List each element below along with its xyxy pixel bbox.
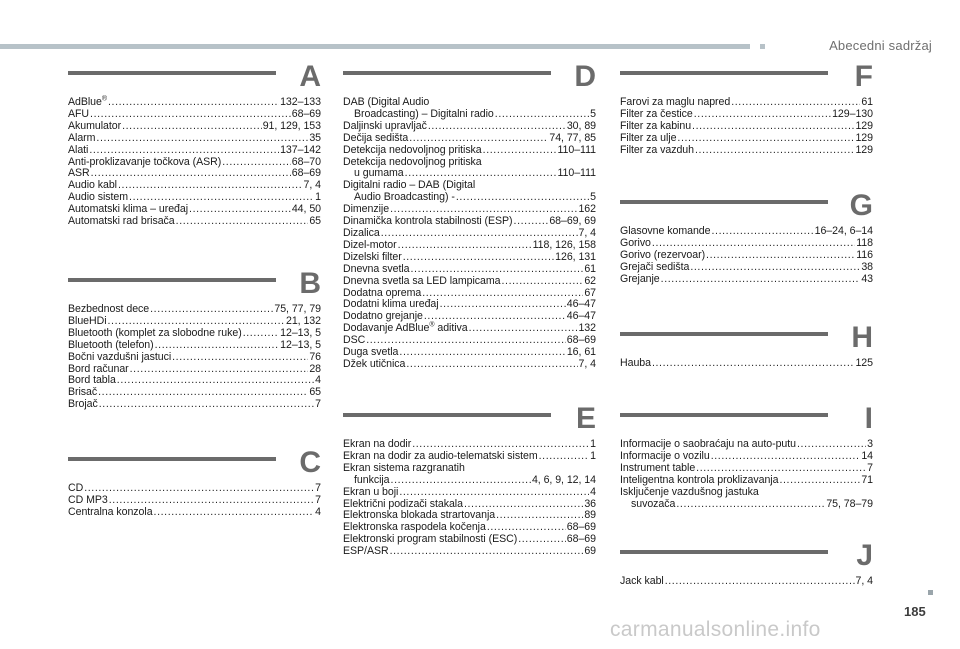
index-entry-list [68, 304, 321, 411]
index-entry [620, 358, 873, 370]
dot-leader [469, 323, 578, 335]
index-entry-term-text: Duga svetla [343, 346, 399, 359]
index-entry-term-text: Dodatni klima uređaj [343, 298, 439, 311]
index-entry [68, 375, 321, 387]
dot-leader [676, 499, 825, 511]
dot-leader [694, 109, 831, 121]
section-letter: J [856, 539, 873, 572]
index-entry-term-text: u gumama [354, 167, 404, 180]
index-entry-term-text: Dnevna svetla sa LED lampicama [343, 274, 501, 287]
section-rule [68, 71, 276, 75]
index-entry-term-text: Bočni vazdušni jastuci [68, 350, 172, 363]
dot-leader [390, 546, 584, 558]
index-entry-term-text: CD MP3 [68, 493, 108, 506]
dot-leader [661, 274, 861, 286]
index-section-b [68, 267, 321, 411]
index-entry-term-text: Gorivo (rezervoar) [620, 248, 706, 261]
section-heading [620, 539, 873, 576]
index-entry-page[interactable]: 7 [315, 493, 321, 506]
index-entry-page[interactable]: 65 [309, 215, 321, 228]
index-entry-term [620, 499, 675, 511]
index-entry-page[interactable]: 4 [315, 505, 321, 518]
index-entry-term-text: Električni podizači stakala [343, 497, 463, 510]
index-entry-term-text: Farovi za maglu napred [620, 96, 731, 108]
registered-mark: ® [429, 321, 435, 329]
index-entry-page[interactable]: 38 [861, 260, 873, 273]
index-entry-page[interactable]: 68–69 [291, 167, 321, 180]
index-entry-term-text: Dodatno grejanje [343, 310, 423, 323]
dot-leader [154, 507, 315, 519]
section-letter: C [299, 446, 321, 479]
index-entry-term-text: Detekcija nedovoljnog pritiska [343, 155, 482, 168]
index-section-g [620, 189, 873, 286]
index-entry-term-text: Dimenzije [343, 203, 390, 216]
index-entry-term-text: Akumulator [68, 119, 122, 132]
index-entry-page[interactable]: 43 [861, 272, 873, 285]
index-entry-term [620, 576, 664, 588]
index-entry-page[interactable]: 36 [584, 497, 596, 510]
index-entry-page[interactable]: 7 [315, 482, 321, 494]
index-entry-list [620, 576, 873, 588]
index-entry-page[interactable]: 3 [867, 438, 873, 450]
index-entry-term [343, 179, 475, 191]
index-entry-page[interactable]: 71 [861, 473, 873, 486]
header-rule [0, 44, 750, 49]
index-entry-term-text: Dnevna svetla [343, 262, 410, 275]
index-entry-term-text: Filter za vazduh [620, 143, 694, 156]
section-heading [343, 402, 596, 439]
index-entry-page[interactable]: 116 [856, 248, 873, 261]
index-entry [68, 157, 321, 169]
index-entry-page[interactable]: 125 [855, 357, 873, 369]
index-entry-term-text: BlueHDi [68, 314, 107, 327]
index-entry-list [620, 97, 873, 157]
dot-leader [99, 399, 314, 411]
index-entry-term-text: Alarm [68, 131, 96, 144]
index-entry-page[interactable]: 129 [855, 143, 873, 156]
index-entry-list [343, 439, 596, 558]
index-entry-page[interactable]: 4, 6, 9, 12, 14 [531, 473, 596, 486]
index-entry [68, 399, 321, 411]
index-entry-term-text: Audio kabl [68, 179, 117, 192]
index-entry-term-text: Detekcija nedovoljnog pritiska [343, 143, 482, 156]
index-entry-page[interactable]: 4 [590, 485, 596, 498]
index-entry-page[interactable]: 12–13, 5 [280, 338, 321, 351]
dot-leader [150, 304, 273, 316]
index-entry-term-text: Centralna konzola [68, 505, 153, 518]
index-entry-term-text: CD [68, 482, 84, 494]
index-entry-term-text: AdBlue [68, 96, 102, 108]
registered-mark: ® [101, 95, 107, 103]
index-entry-page[interactable]: 129 [855, 119, 873, 132]
section-rule [343, 413, 551, 417]
dot-leader [118, 180, 303, 192]
index-entry [68, 121, 321, 133]
section-rule [620, 332, 828, 336]
dot-leader [399, 347, 565, 359]
index-entry-term-text: Gorivo [620, 236, 651, 249]
index-entry-term [343, 156, 482, 168]
index-entry-term-text: Bezbednost dece [68, 303, 150, 315]
index-entry-page[interactable]: 46–47 [566, 310, 596, 323]
index-entry-page[interactable]: 28 [309, 362, 321, 375]
dot-leader [440, 299, 566, 311]
index-entry-term-text: Ekran na dodir za audio-telematski sistem [343, 449, 538, 462]
index-entry-term-text: suvozača [631, 497, 676, 510]
dot-leader [406, 359, 577, 371]
index-section-j [620, 539, 873, 588]
section-rule [68, 278, 276, 282]
index-entry-term [620, 274, 660, 286]
dot-leader [514, 216, 549, 228]
index-entry-page[interactable]: 110–111 [557, 143, 596, 156]
index-entry-term-text: funkcija [354, 473, 390, 486]
index-entry-term-text: Alati [68, 143, 89, 156]
section-heading [620, 189, 873, 226]
dot-leader [690, 262, 860, 274]
index-entry-term-text: Digitalni radio – DAB (Digital [343, 179, 476, 192]
index-entry-term [620, 358, 651, 370]
index-entry-page[interactable]: 65 [309, 386, 321, 399]
index-entry-term-text: Dizel-motor [343, 238, 397, 251]
index-entry-page[interactable]: 75, 77, 79 [274, 303, 321, 315]
index-entry-term-text: Automatski klima – uređaj [68, 203, 189, 216]
index-entry-term-text: DAB (Digital Audio [343, 96, 430, 108]
index-entry [343, 323, 596, 335]
section-letter: B [299, 267, 321, 300]
index-entry-term [343, 359, 405, 371]
index-entry-page[interactable]: 132–133 [280, 96, 321, 108]
index-entry-term [68, 507, 153, 519]
index-entry-page[interactable]: 68–70 [291, 155, 321, 168]
index-entry-page[interactable]: 7, 4 [578, 357, 596, 370]
index-entry-term-text: Elektronska raspodela kočenja [343, 521, 486, 534]
index-section-a [68, 60, 321, 228]
dot-leader [422, 288, 583, 300]
dot-leader [96, 133, 308, 145]
index-entry-page[interactable]: 1 [590, 449, 596, 462]
header-rule-dot [760, 44, 765, 49]
index-section-f [620, 60, 873, 157]
index-entry-term-text: Dinamička kontrola stabilnosti (ESP) [343, 215, 513, 228]
dot-leader [91, 168, 291, 180]
section-heading [68, 446, 321, 483]
dot-leader [130, 364, 309, 376]
index-entry-term-text: Filter za čestice [620, 107, 693, 120]
page-marker-square [928, 590, 933, 595]
index-entry-term [68, 157, 221, 169]
dot-leader [391, 475, 531, 487]
index-entry [68, 216, 321, 228]
dot-leader [428, 121, 566, 133]
dot-leader [483, 145, 557, 157]
dot-leader [797, 439, 866, 451]
index-entry-term-text: Ekran na dodir [343, 438, 412, 450]
dot-leader [189, 204, 291, 216]
index-entry-page[interactable]: 7, 4 [578, 226, 596, 239]
index-entry-list [68, 483, 321, 519]
index-entry-page[interactable]: 110–111 [557, 167, 596, 180]
index-entry-list [620, 439, 873, 510]
index-entry-page[interactable]: 35 [309, 131, 321, 144]
index-entry-term-text: Automatski rad brisača [68, 215, 175, 228]
section-letter: G [849, 189, 873, 222]
index-entry-page[interactable]: 67 [584, 286, 596, 299]
dot-leader [172, 352, 308, 364]
section-rule [68, 457, 276, 461]
index-entry-term [620, 486, 759, 498]
index-entry-page[interactable]: 7 [315, 398, 321, 411]
section-rule [620, 413, 828, 417]
index-entry [343, 216, 596, 228]
dot-leader [176, 216, 309, 228]
index-entry-term-text: Elektronska blokada strartovanja [343, 509, 496, 522]
index-entry-term-text: ESP/ASR [343, 545, 389, 558]
index-entry-term-text: Dodavanje AdBlue [343, 322, 430, 335]
index-entry-page[interactable]: 30, 89 [566, 119, 596, 132]
index-entry [620, 274, 873, 286]
dot-leader [155, 340, 280, 352]
index-entry-page[interactable]: 61 [584, 262, 596, 275]
dot-leader [692, 121, 854, 133]
index-entry-page[interactable]: 1 [590, 438, 596, 450]
index-entry-list [620, 358, 873, 370]
index-section-h [620, 321, 873, 370]
page-header-title: Abecedni sadržaj [829, 38, 932, 53]
index-entry-page[interactable]: 16–24, 6–14 [814, 225, 873, 237]
index-entry-page[interactable]: 62 [584, 274, 596, 287]
index-entry-term-text: Dizelski filter [343, 250, 402, 263]
dot-leader [665, 576, 855, 588]
index-entry-page[interactable]: 129–130 [832, 107, 873, 120]
section-letter: D [574, 60, 596, 93]
index-entry [620, 145, 873, 157]
index-entry-page[interactable]: 12–13, 5 [280, 326, 321, 339]
dot-leader [108, 97, 279, 109]
index-entry [343, 359, 596, 371]
index-entry-page[interactable]: 7, 4 [855, 575, 873, 587]
dot-leader [222, 157, 291, 169]
index-entry-page[interactable]: 68–69 [291, 107, 321, 120]
index-section-e [343, 402, 596, 558]
section-rule [620, 550, 828, 554]
index-entry-term-text: Brisač [68, 386, 98, 399]
index-entry-term-text: Ekran sistema razgranatih [343, 461, 465, 474]
index-entry-term-text: ASR [68, 167, 90, 180]
index-entry-term-text: Isključenje vazdušnog jastuka [620, 485, 759, 498]
index-entry-list [343, 97, 596, 371]
section-rule [620, 200, 828, 204]
index-entry-term [343, 462, 465, 474]
dot-leader [122, 121, 262, 133]
index-entry-term-text: Brojač [68, 398, 98, 411]
index-entry-term-text: Dizalica [343, 226, 380, 239]
index-entry-term-text: Informacije o saobraćaju na auto-putu [620, 438, 796, 450]
index-entry-term-text: Bord tabla [68, 374, 116, 387]
section-heading [68, 60, 321, 97]
dot-leader [677, 133, 854, 145]
index-section-c [68, 446, 321, 519]
index-entry-page[interactable]: 89 [584, 509, 596, 522]
dot-leader [711, 451, 861, 463]
index-entry-term-text: Filter za kabinu [620, 119, 692, 132]
dot-leader [695, 145, 854, 157]
index-entry-term-text: Filter za ulje [620, 131, 677, 144]
index-entry-term [68, 216, 175, 228]
index-section-d [343, 60, 596, 371]
index-entry-page[interactable]: 7 [867, 461, 873, 474]
index-entry-term-suffix: aditiva [434, 322, 468, 335]
dot-leader [652, 358, 855, 370]
dot-leader [779, 475, 860, 487]
index-entry-page[interactable]: 1 [315, 191, 321, 204]
section-letter: A [299, 60, 321, 93]
index-entry-page[interactable]: 21, 132 [286, 314, 321, 327]
section-letter: H [851, 321, 873, 354]
index-entry [620, 226, 873, 238]
watermark-text: carmanualsonline.info [610, 618, 821, 641]
section-heading [620, 321, 873, 358]
index-entry-page[interactable]: 16, 61 [566, 346, 596, 359]
index-entry-term-text: Informacije o vozilu [620, 449, 710, 462]
section-heading [620, 402, 873, 439]
index-entry-page[interactable]: 44, 50 [291, 203, 321, 216]
index-entry-page[interactable]: 129 [855, 131, 873, 144]
index-entry-page[interactable]: 14 [861, 449, 873, 462]
index-entry-term-text: Elektronski program stabilnosti (ESC) [343, 533, 518, 546]
index-entry-term-text: Ekran u boji [343, 485, 399, 498]
index-entry-list [68, 97, 321, 228]
index-entry-page[interactable]: 5 [590, 107, 596, 120]
index-entry-term-text: Daljinski upravljač [343, 119, 427, 132]
section-rule [343, 71, 551, 75]
section-heading [68, 267, 321, 304]
index-entry-page[interactable]: 118 [856, 236, 873, 249]
index-entry-page[interactable]: 75, 78–79 [826, 497, 873, 510]
section-heading [343, 60, 596, 97]
index-entry-page[interactable]: 126, 131 [555, 250, 596, 263]
index-entry-term [343, 546, 389, 558]
dot-leader [518, 534, 566, 546]
index-entry-term-text: Dodatna oprema [343, 286, 422, 299]
index-entry-term-text: Anti-proklizavanje točkova (ASR) [68, 155, 222, 168]
index-entry-term-text: Jack kabl [620, 575, 664, 587]
index-entry-page[interactable]: 69 [584, 545, 596, 558]
dot-leader [706, 250, 855, 262]
index-entry-page[interactable]: 68–69, 69 [549, 215, 596, 228]
index-entry-term-text: Inteligentna kontrola proklizavanja [620, 473, 779, 486]
dot-leader [539, 451, 590, 463]
index-entry-term-text: Glasovne komande [620, 225, 711, 237]
index-entry-page[interactable]: 137–142 [280, 143, 321, 156]
index-entry-page[interactable]: 68–69 [566, 533, 596, 546]
index-entry-term [68, 399, 98, 411]
section-letter: F [854, 60, 873, 93]
index-entry-page[interactable]: 76 [309, 350, 321, 363]
index-entry-term-text: AFU [68, 107, 90, 120]
index-entry [68, 387, 321, 399]
index-entry-term-text: Bluetooth (komplet za slobodne ruke) [68, 326, 242, 339]
index-entry-term-text: Hauba [620, 357, 651, 369]
index-entry-term-text: Bluetooth (telefon) [68, 338, 154, 351]
section-letter: I [864, 402, 873, 435]
dot-leader [456, 192, 589, 204]
index-entry-page[interactable]: 74, 77, 85 [549, 131, 596, 144]
index-entry-page[interactable]: 68–69 [566, 521, 596, 534]
page-number: 185 [904, 604, 926, 619]
index-entry-page[interactable]: 132 [578, 322, 596, 335]
index-entry-page[interactable]: 162 [578, 203, 596, 216]
index-entry-term-text: Instrument table [620, 461, 696, 474]
index-entry-term-text: Broadcasting) – Digitalni radio [354, 107, 494, 120]
index-entry-term [343, 96, 429, 108]
index-entry-term [620, 145, 694, 157]
section-rule [620, 71, 828, 75]
index-entry-page[interactable]: 68–69 [566, 334, 596, 347]
index-entry-page[interactable]: 5 [590, 191, 596, 204]
dot-leader [243, 328, 279, 340]
index-entry-page[interactable]: 7, 4 [303, 179, 321, 192]
index-entry [620, 576, 873, 588]
index-entry-term-text: DSC [343, 334, 366, 347]
index-entry-term-text: Audio sistem [68, 191, 129, 204]
index-entry-term-text: Dečija sedišta [343, 131, 409, 144]
index-entry [620, 499, 873, 511]
index-entry [68, 507, 321, 519]
dot-leader [398, 240, 532, 252]
dot-leader [711, 226, 813, 238]
dot-leader [98, 387, 308, 399]
index-entry-page[interactable]: 118, 126, 158 [532, 238, 596, 251]
index-section-i [620, 402, 873, 510]
index-entry-list [620, 226, 873, 286]
index-entry-page[interactable]: 61 [861, 96, 873, 108]
index-entry-page[interactable]: 91, 129, 153 [262, 119, 321, 132]
index-entry-term-text: Grejanje [620, 272, 660, 285]
index-entry-term-text: Džek utičnica [343, 357, 406, 370]
index-entry-page[interactable]: 4 [315, 374, 321, 387]
dot-leader [403, 252, 554, 264]
index-entry-term-text: Bord računar [68, 362, 129, 375]
dot-leader [84, 483, 314, 495]
index-entry-page[interactable]: 46–47 [566, 298, 596, 311]
index-entry [68, 97, 321, 109]
index-entry-term-text: Grejači sedišta [620, 260, 690, 273]
index-entry-term-text: Audio Broadcasting) - [354, 191, 455, 204]
index-entry [68, 133, 321, 145]
section-heading [620, 60, 873, 97]
dot-leader [117, 375, 314, 387]
index-entry [343, 546, 596, 558]
section-letter: E [575, 402, 596, 435]
dot-leader [501, 276, 583, 288]
